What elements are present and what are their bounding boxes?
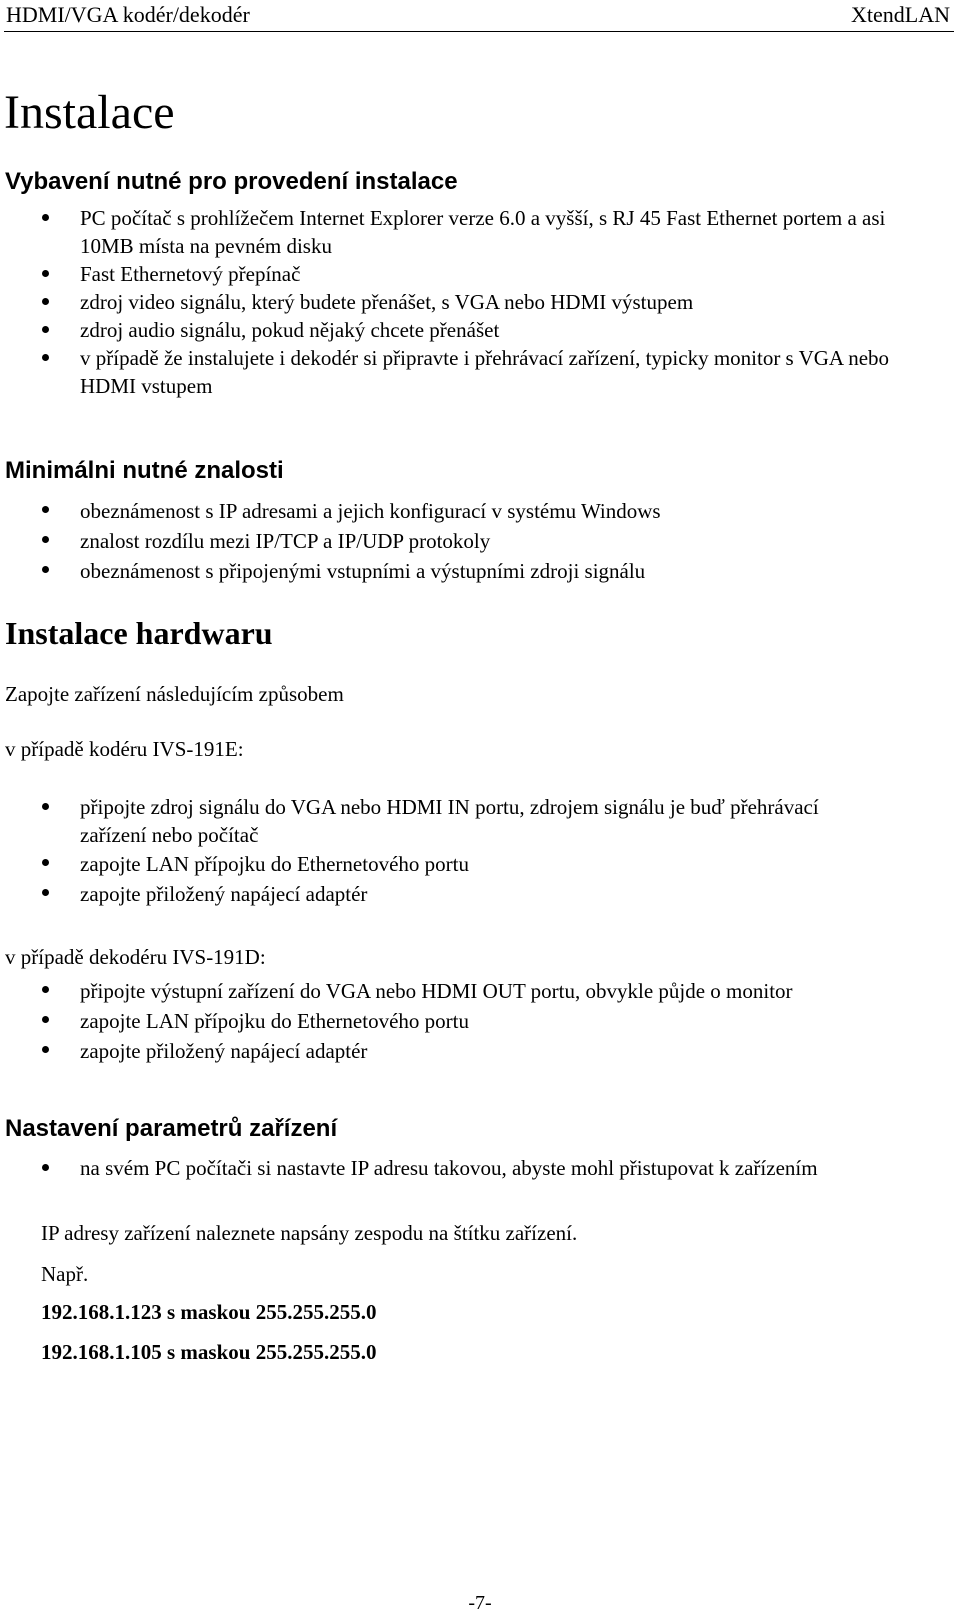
section2-heading: Minimálni nutné znalosti — [5, 457, 284, 484]
header-right: XtendLAN — [851, 2, 950, 27]
section3-intro: Zapojte zařízení následujícím způsobem — [5, 682, 344, 706]
example-address-2: 192.168.1.105 s maskou 255.255.255.0 — [41, 1340, 377, 1364]
list-item: připojte zdroj signálu do VGA nebo HDMI IN portu, zdrojem signálu je buď přehrávací zařízení nebo počítač — [0, 793, 880, 849]
section4-heading: Nastavení parametrů zařízení — [5, 1115, 338, 1142]
list-item: na svém PC počítači si nastavte IP adresu takovou, abyste mohl přistupovat k zařízením — [0, 1154, 840, 1182]
page-header — [0, 0, 960, 30]
list-item: zapojte přiložený napájecí adaptér — [0, 879, 880, 909]
section4-list — [0, 1154, 840, 1182]
list-item: připojte výstupní zařízení do VGA nebo HDMI OUT portu, obvykle půjde o monitor — [0, 976, 940, 1006]
encoder-list — [0, 793, 880, 909]
list-item: obeznámenost s IP adresami a jejich konfigurací v systému Windows — [0, 496, 940, 526]
section3-heading: Instalace hardwaru — [5, 615, 273, 651]
section2-list — [0, 496, 940, 586]
page-number: -7- — [468, 1592, 492, 1614]
section1-heading: Vybavení nutné pro provedení instalace — [5, 168, 458, 195]
list-item: zapojte LAN přípojku do Ethernetového portu — [0, 849, 880, 879]
list-item: Fast Ethernetový přepínač — [0, 260, 900, 288]
list-item: zdroj video signálu, který budete přenášet, s VGA nebo HDMI výstupem — [0, 288, 900, 316]
list-item: zapojte přiložený napájecí adaptér — [0, 1036, 940, 1066]
list-item: v případě že instalujete i dekodér si připravte i přehrávací zařízení, typicky monitor s VGA nebo HDMI vstupem — [0, 344, 900, 400]
decoder-label: v případě dekodéru IVS-191D: — [5, 945, 266, 969]
section1-list — [0, 204, 900, 400]
decoder-list — [0, 976, 940, 1066]
list-item: obeznámenost s připojenými vstupními a výstupními zdroji signálu — [0, 556, 940, 586]
list-item: znalost rozdílu mezi IP/TCP a IP/UDP protokoly — [0, 526, 940, 556]
page-title: Instalace — [4, 86, 175, 139]
encoder-label: v případě kodéru IVS-191E: — [5, 737, 244, 761]
list-item: zdroj audio signálu, pokud nějaký chcete přenášet — [0, 316, 900, 344]
section4-note: IP adresy zařízení naleznete napsány zespodu na štítku zařízení. — [41, 1221, 578, 1245]
example-label: Např. — [41, 1262, 89, 1286]
header-rule — [4, 31, 954, 32]
header-left: HDMI/VGA kodér/dekodér — [6, 2, 250, 27]
list-item: PC počítač s prohlížečem Internet Explorer verze 6.0 a vyšší, s RJ 45 Fast Ethernet portem a asi 10MB místa na pevném disku — [0, 204, 900, 260]
list-item: zapojte LAN přípojku do Ethernetového portu — [0, 1006, 940, 1036]
example-address-1: 192.168.1.123 s maskou 255.255.255.0 — [41, 1300, 377, 1324]
